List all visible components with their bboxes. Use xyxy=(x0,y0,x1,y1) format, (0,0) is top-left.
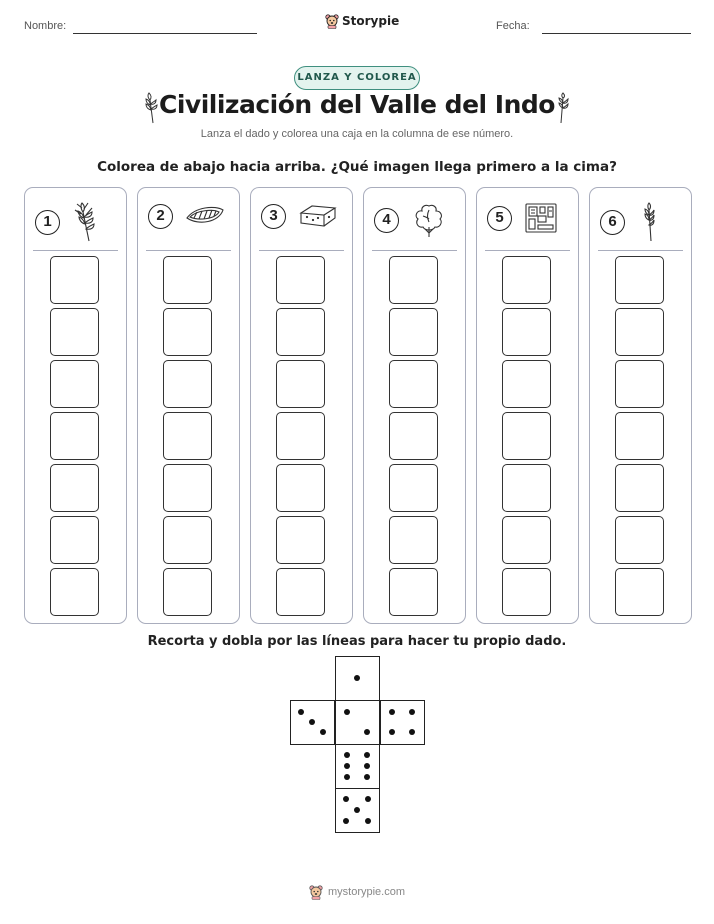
column-1 xyxy=(24,187,127,624)
boat-icon xyxy=(185,202,225,230)
dice-pip xyxy=(344,709,350,715)
color-box[interactable] xyxy=(50,308,99,356)
footer xyxy=(0,884,714,900)
cut-instruction: Recorta y dobla por las líneas para hacer tu propio dado. xyxy=(147,634,567,649)
color-box[interactable] xyxy=(502,308,551,356)
column-3 xyxy=(250,187,353,624)
dice-pip xyxy=(344,774,350,780)
column-divider xyxy=(598,250,683,251)
dice-face-5 xyxy=(335,788,380,833)
color-box[interactable] xyxy=(615,256,664,304)
date-label: Fecha: xyxy=(496,20,530,32)
color-box[interactable] xyxy=(615,568,664,616)
dice-face-2 xyxy=(335,700,380,745)
name-line[interactable] xyxy=(73,33,257,34)
wheat-icon xyxy=(72,202,98,242)
color-box[interactable] xyxy=(502,256,551,304)
dice-pip xyxy=(364,729,370,735)
dice-net[interactable] xyxy=(290,656,426,836)
color-box[interactable] xyxy=(502,568,551,616)
color-box[interactable] xyxy=(163,256,212,304)
dice-pip xyxy=(409,729,415,735)
dice-pip xyxy=(354,675,360,681)
color-box[interactable] xyxy=(163,464,212,512)
color-box[interactable] xyxy=(276,464,325,512)
color-box[interactable] xyxy=(50,256,99,304)
brick-icon xyxy=(298,202,338,230)
dice-pip xyxy=(343,818,349,824)
wheat-right-icon xyxy=(553,92,573,124)
color-box[interactable] xyxy=(615,464,664,512)
dice-face-4 xyxy=(380,700,425,745)
color-box[interactable] xyxy=(276,568,325,616)
color-box[interactable] xyxy=(389,308,438,356)
color-box[interactable] xyxy=(50,464,99,512)
date-line[interactable] xyxy=(542,33,691,34)
column-number: 1 xyxy=(35,210,60,235)
brand-name: Storypie xyxy=(342,14,400,28)
color-box[interactable] xyxy=(389,568,438,616)
column-number: 5 xyxy=(487,206,512,231)
column-number: 2 xyxy=(148,204,173,229)
dice-pip xyxy=(389,709,395,715)
color-box[interactable] xyxy=(50,360,99,408)
color-box[interactable] xyxy=(276,516,325,564)
column-divider xyxy=(33,250,118,251)
color-box[interactable] xyxy=(276,256,325,304)
color-box[interactable] xyxy=(163,516,212,564)
color-box[interactable] xyxy=(50,412,99,460)
column-4 xyxy=(363,187,466,624)
dice-face-3 xyxy=(290,700,335,745)
column-number: 6 xyxy=(600,210,625,235)
column-divider xyxy=(372,250,457,251)
column-2 xyxy=(137,187,240,624)
column-number: 3 xyxy=(261,204,286,229)
dice-pip xyxy=(344,763,350,769)
dice-pip xyxy=(343,796,349,802)
color-box[interactable] xyxy=(163,568,212,616)
color-box[interactable] xyxy=(389,412,438,460)
color-box[interactable] xyxy=(502,516,551,564)
color-box[interactable] xyxy=(502,412,551,460)
dice-pip xyxy=(344,752,350,758)
color-box[interactable] xyxy=(389,360,438,408)
dice-pip xyxy=(364,774,370,780)
column-5 xyxy=(476,187,579,624)
cotton-icon xyxy=(411,202,447,238)
color-box[interactable] xyxy=(276,308,325,356)
subtitle: Lanza el dado y colorea una caja en la columna de ese número. xyxy=(200,128,514,140)
brand-logo xyxy=(325,13,399,29)
grain-stalk-icon xyxy=(637,202,661,242)
color-box[interactable] xyxy=(615,308,664,356)
color-box[interactable] xyxy=(163,412,212,460)
dice-pip xyxy=(364,752,370,758)
page-title: Civilización del Valle del Indo xyxy=(159,90,555,119)
column-divider xyxy=(485,250,570,251)
color-box[interactable] xyxy=(389,516,438,564)
dice-face-1 xyxy=(335,656,380,701)
column-divider xyxy=(259,250,344,251)
column-divider xyxy=(146,250,231,251)
name-label: Nombre: xyxy=(24,20,67,32)
color-box[interactable] xyxy=(389,256,438,304)
color-box[interactable] xyxy=(615,360,664,408)
dice-pip xyxy=(320,729,326,735)
color-box[interactable] xyxy=(276,360,325,408)
bear-icon xyxy=(309,884,323,900)
footer-url[interactable]: mystorypie.com xyxy=(327,886,406,898)
color-box[interactable] xyxy=(163,308,212,356)
color-box[interactable] xyxy=(50,516,99,564)
dice-pip xyxy=(389,729,395,735)
dice-pip xyxy=(365,796,371,802)
color-box[interactable] xyxy=(502,464,551,512)
color-box[interactable] xyxy=(163,360,212,408)
dice-pip xyxy=(298,709,304,715)
color-box[interactable] xyxy=(615,412,664,460)
dice-pip xyxy=(309,719,315,725)
activity-badge: LANZA Y COLOREA xyxy=(294,66,420,90)
column-number: 4 xyxy=(374,208,399,233)
coloring-instruction: Colorea de abajo hacia arriba. ¿Qué imagen llega primero a la cima? xyxy=(97,159,617,175)
color-box[interactable] xyxy=(389,464,438,512)
dice-face-6 xyxy=(335,744,380,789)
color-box[interactable] xyxy=(502,360,551,408)
city-map-icon xyxy=(524,202,558,234)
dice-pip xyxy=(354,807,360,813)
color-box[interactable] xyxy=(276,412,325,460)
dice-pip xyxy=(409,709,415,715)
column-6 xyxy=(589,187,692,624)
color-box[interactable] xyxy=(50,568,99,616)
bear-icon xyxy=(325,13,339,29)
dice-pip xyxy=(365,818,371,824)
dice-pip xyxy=(364,763,370,769)
color-box[interactable] xyxy=(615,516,664,564)
